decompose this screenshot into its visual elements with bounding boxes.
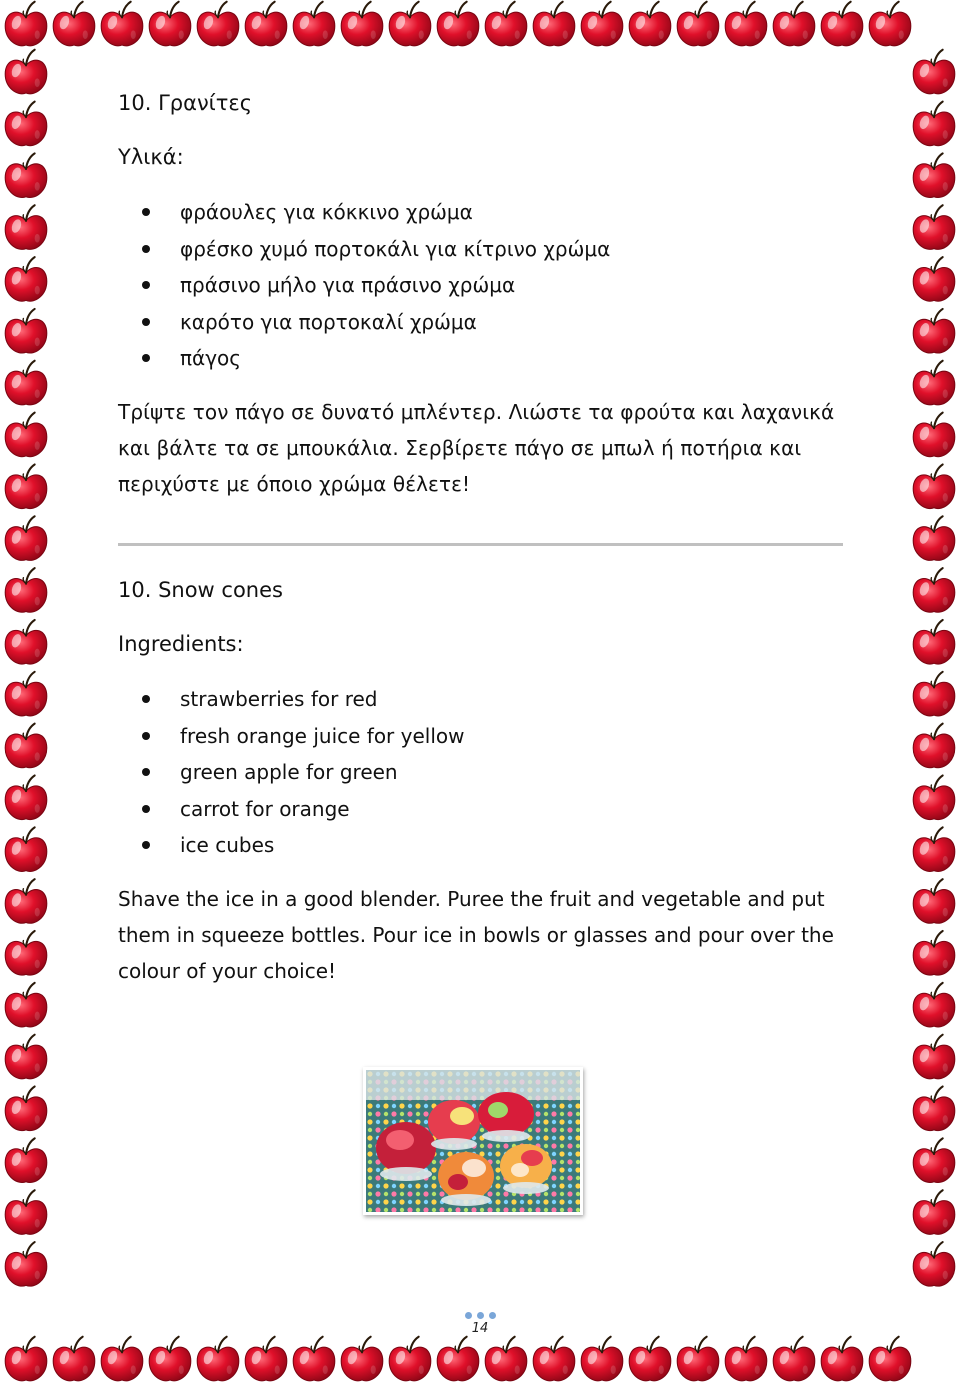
greek-title: 10. Γρανίτες — [118, 91, 253, 115]
cherry-icon — [913, 827, 955, 871]
cherry-icon — [869, 1337, 911, 1381]
cherry-icon — [913, 620, 955, 664]
cherry-icon — [53, 2, 95, 46]
list-item — [118, 754, 838, 791]
dot-icon — [477, 1312, 484, 1319]
cherry-icon — [821, 1337, 863, 1381]
cherry-icon — [101, 1337, 143, 1381]
list-item — [118, 681, 838, 718]
bullet-dot-icon — [142, 841, 150, 849]
cherry-icon — [913, 672, 955, 716]
bullet-dot-icon — [142, 732, 150, 740]
list-item — [118, 267, 838, 304]
cherry-icon — [913, 464, 955, 508]
list-item-text: strawberries for red — [180, 687, 378, 711]
cherry-icon — [677, 2, 719, 46]
list-item-text: green apple for green — [180, 760, 398, 784]
cherry-icon — [437, 1337, 479, 1381]
list-item — [118, 194, 838, 231]
cherry-icon — [5, 2, 47, 46]
list-item — [118, 340, 838, 377]
cherry-icon — [821, 2, 863, 46]
cherry-icon — [5, 1242, 47, 1286]
cherry-icon — [101, 2, 143, 46]
list-item — [118, 718, 838, 755]
cherry-icon — [913, 775, 955, 819]
greek-recipe — [118, 86, 838, 502]
cherry-icon — [5, 102, 47, 146]
cherry-icon — [197, 1337, 239, 1381]
cherry-icon — [5, 1035, 47, 1079]
cherry-icon — [5, 568, 47, 612]
cherry-icon — [533, 2, 575, 46]
english-recipe — [118, 573, 838, 989]
cherry-icon — [5, 413, 47, 457]
cherry-icon — [913, 153, 955, 197]
page-number: 14 — [471, 1321, 489, 1336]
cherry-icon — [913, 568, 955, 612]
cherry-icon — [913, 983, 955, 1027]
cherry-icon — [5, 257, 47, 301]
cherry-icon — [913, 879, 955, 923]
cherry-icon — [149, 1337, 191, 1381]
cherry-icon — [341, 2, 383, 46]
cherry-icon — [5, 464, 47, 508]
cherry-icon — [485, 2, 527, 46]
cherry-icon — [5, 827, 47, 871]
greek-instructions: Τρίψτε τον πάγο σε δυνατό μπλέντερ. Λιώστε τα φρούτα και λαχανικά και βάλτε τα σε μπουκάλια. Σερβίρετε πάγο σε μπωλ ή ποτήρια και περιχύστε με όποιο χρώμα θέλετε! — [118, 399, 835, 496]
cherry-icon — [149, 2, 191, 46]
cherry-icon — [53, 1337, 95, 1381]
greek-ingredients-list — [118, 194, 838, 377]
cherry-icon — [389, 2, 431, 46]
cherry-icon — [5, 724, 47, 768]
english-ingredients-list — [118, 681, 838, 864]
cherry-icon — [913, 724, 955, 768]
cherry-icon — [677, 1337, 719, 1381]
cherry-icon — [5, 775, 47, 819]
cherry-icon — [773, 1337, 815, 1381]
cherry-icon — [5, 153, 47, 197]
cherry-icon — [913, 309, 955, 353]
page-footer — [455, 1312, 505, 1336]
bullet-dot-icon — [142, 208, 150, 216]
cherry-icon — [913, 50, 955, 94]
english-instructions: Shave the ice in a good blender. Puree the fruit and vegetable and put them in squeeze bottles. Pour ice in bowls or glasses and pour over the colour of your choice! — [118, 886, 834, 983]
cherry-icon — [913, 413, 955, 457]
cherry-icon — [913, 931, 955, 975]
list-item-text: fresh orange juice for yellow — [180, 723, 465, 748]
cherry-icon — [437, 2, 479, 46]
greek-ingredients-label: Υλικά: — [118, 145, 184, 169]
list-item — [118, 827, 838, 864]
cherry-icon — [485, 1337, 527, 1381]
list-item — [118, 791, 838, 828]
cherry-icon — [725, 2, 767, 46]
cherry-icon — [5, 1138, 47, 1182]
english-ingredients-label: Ingredients: — [118, 632, 244, 656]
cherry-icon — [293, 1337, 335, 1381]
cherry-icon — [245, 2, 287, 46]
list-item-text: καρότο για πορτοκαλί χρώμα — [180, 309, 477, 334]
cherry-icon — [245, 1337, 287, 1381]
cherry-icon — [5, 1190, 47, 1234]
cherry-icon — [5, 672, 47, 716]
cherry-icon — [5, 931, 47, 975]
cherry-icon — [581, 2, 623, 46]
list-item-text: φράουλες για κόκκινο χρώμα — [180, 200, 473, 224]
cherry-icon — [913, 1035, 955, 1079]
cherry-icon — [341, 1337, 383, 1381]
cherry-icon — [197, 2, 239, 46]
cherry-icon — [533, 1337, 575, 1381]
cherry-icon — [5, 50, 47, 94]
dot-icon — [465, 1312, 472, 1319]
cherry-icon — [773, 2, 815, 46]
cherry-icon — [913, 361, 955, 405]
bullet-dot-icon — [142, 695, 150, 703]
english-title: 10. Snow cones — [118, 578, 283, 602]
list-item-text: πράσινο μήλο για πράσινο χρώμα — [180, 273, 516, 297]
cherry-icon — [725, 1337, 767, 1381]
cherry-icon — [5, 1087, 47, 1131]
cherry-icon — [913, 516, 955, 560]
cherry-icon — [5, 620, 47, 664]
bullet-dot-icon — [142, 805, 150, 813]
dot-icon — [489, 1312, 496, 1319]
list-item-text: πάγος — [180, 346, 242, 370]
bullet-dot-icon — [142, 245, 150, 253]
list-item — [118, 231, 838, 268]
cherry-icon — [5, 205, 47, 249]
snow-cones-photo — [363, 1067, 583, 1215]
cherry-icon — [913, 1190, 955, 1234]
bullet-dot-icon — [142, 318, 150, 326]
bullet-dot-icon — [142, 768, 150, 776]
list-item-text: φρέσκο χυμό πορτοκάλι για κίτρινο χρώμα — [180, 236, 611, 261]
section-divider — [118, 543, 843, 546]
cherry-icon — [5, 879, 47, 923]
list-item-text: carrot for orange — [180, 796, 350, 821]
cherry-icon — [913, 205, 955, 249]
cherry-icon — [389, 1337, 431, 1381]
bullet-dot-icon — [142, 354, 150, 362]
cherry-icon — [869, 2, 911, 46]
cherry-icon — [913, 257, 955, 301]
list-item — [118, 304, 838, 341]
cherry-icon — [581, 1337, 623, 1381]
cherry-icon — [5, 1337, 47, 1381]
cherry-icon — [913, 1087, 955, 1131]
cherry-icon — [5, 309, 47, 353]
cherry-icon — [629, 1337, 671, 1381]
cherry-icon — [913, 1242, 955, 1286]
page-dots — [455, 1312, 505, 1319]
cherry-icon — [5, 516, 47, 560]
cherry-icon — [629, 2, 671, 46]
list-item-text: ice cubes — [180, 833, 275, 857]
bullet-dot-icon — [142, 281, 150, 289]
cherry-icon — [5, 983, 47, 1027]
cherry-icon — [5, 361, 47, 405]
cherry-icon — [293, 2, 335, 46]
cherry-icon — [913, 1138, 955, 1182]
cherry-icon — [913, 102, 955, 146]
